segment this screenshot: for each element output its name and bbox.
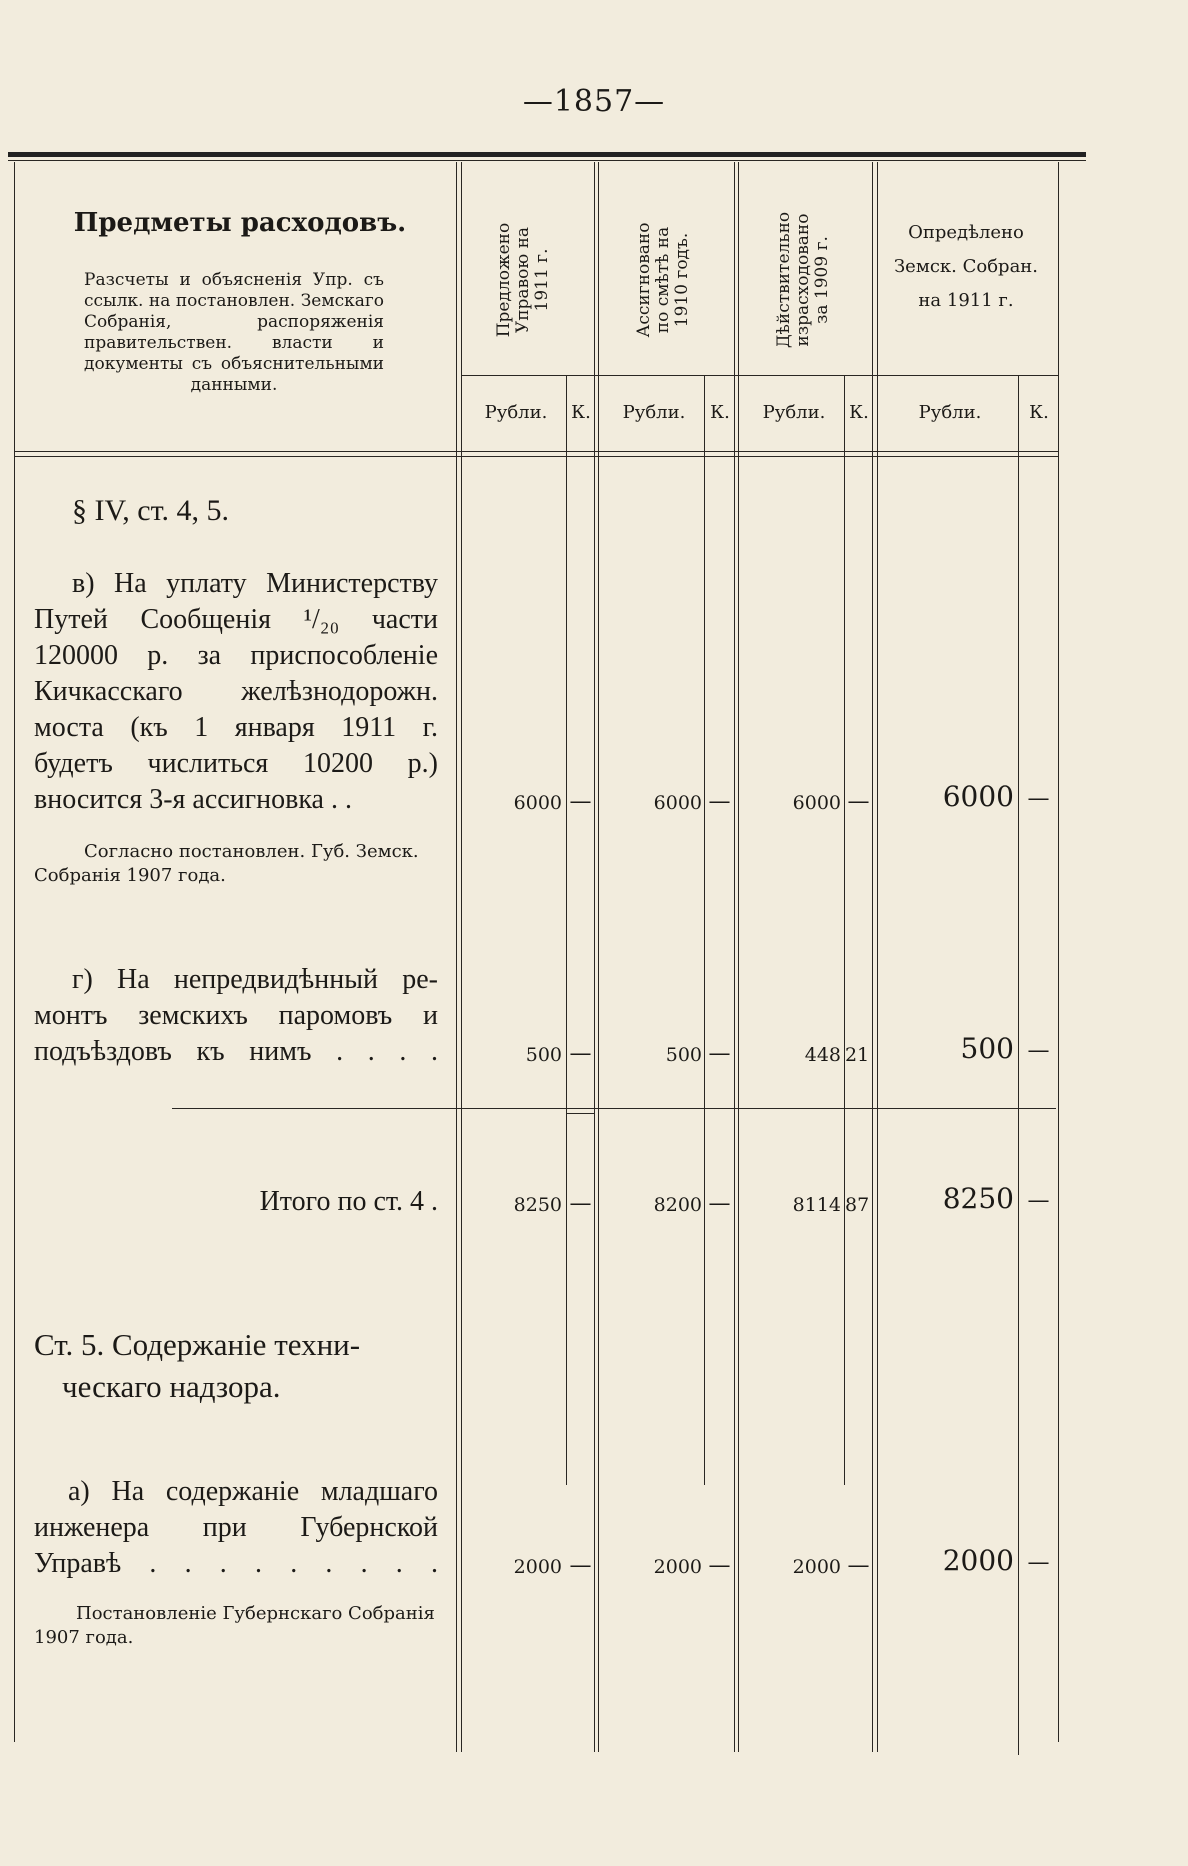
rule-left [14, 162, 15, 1742]
unit-rubles-1: Рубли. [484, 402, 548, 423]
item-a-c3-kopeks: — [847, 1553, 870, 1578]
item-v-c3-kopeks: — [847, 789, 870, 814]
item-g-c3-rubles: 448 [804, 1044, 841, 1066]
item-g-c1-rubles: 500 [525, 1044, 562, 1066]
item-g-c4-rubles: 500 [960, 1032, 1014, 1065]
rule-c3-end [872, 162, 873, 1752]
rule-desc-end [456, 162, 457, 1752]
item-v-line: будетъ числиться 10200 р.) [34, 748, 438, 779]
item-a-note: Постановленіе Губернскаго Собранія 1907 года. [34, 1603, 435, 1648]
rule-right [1058, 162, 1059, 1742]
item-g-text [34, 962, 438, 1070]
item-v-c2-rubles: 6000 [653, 792, 702, 814]
item-v-line: 120000 р. за приспособленіе [34, 640, 438, 671]
item-g-line: г) На непредвидѣнный ре- [72, 964, 438, 995]
item-g-line: монтъ земскихъ паромовъ и [34, 1000, 438, 1031]
total-c2-kopeks: — [708, 1191, 731, 1216]
unit-kopeks-4: К. [1029, 402, 1049, 423]
top-rule [8, 152, 1086, 157]
column-header-spent: Дѣйствительно израсходовано за 1909 г. [774, 211, 832, 349]
unit-kopeks-2: К. [710, 402, 730, 423]
rule-c2-end [734, 162, 735, 1752]
item-v-line: Кичкасскаго желѣзнодорожн. [34, 676, 438, 707]
unit-rubles-2: Рубли. [622, 402, 686, 423]
rule-c1-kop [566, 375, 567, 1485]
item-v-line: Путей Сообщенія ¹/₂₀ части [34, 604, 438, 635]
section-heading: § IV, ст. 4, 5. [72, 494, 229, 527]
total-c4-kopeks: — [1027, 1188, 1050, 1213]
page-number: —1857— [522, 84, 666, 119]
total-label: Итого по ст. 4 . [259, 1186, 438, 1217]
subtotal-rule-kop [566, 1113, 594, 1114]
article5-heading-line: ческаго надзора. [62, 1369, 281, 1404]
item-a-line: Управѣ . . . . . . . . . [34, 1548, 438, 1579]
item-v-note: Согласно постановлен. Губ. Земск. Собранія 1907 года. [34, 841, 419, 886]
item-a-text [34, 1474, 438, 1582]
total-c2-rubles: 8200 [653, 1194, 702, 1216]
item-v-c1-rubles: 6000 [513, 792, 562, 814]
item-a-c4-rubles: 2000 [942, 1544, 1014, 1577]
top-rule-thin [8, 160, 1086, 161]
subtotal-rule [172, 1108, 1056, 1109]
header-title: Предметы расходовъ. [73, 208, 407, 238]
total-c1-kopeks: — [569, 1191, 592, 1216]
item-g-c3-kopeks: 21 [845, 1044, 870, 1066]
item-a-c1-rubles: 2000 [513, 1556, 562, 1578]
unit-kopeks-1: К. [571, 402, 591, 423]
header-bottom-rule-2 [14, 456, 1058, 457]
item-v-text [34, 566, 438, 818]
rule-c1-end [594, 162, 595, 1752]
rule-c3-end-2 [877, 162, 878, 1752]
item-g-c4-kopeks: — [1027, 1038, 1050, 1063]
article5-heading-line: Ст. 5. Содержаніе техни- [34, 1327, 361, 1362]
item-v-line: моста (къ 1 января 1911 г. [34, 712, 438, 743]
total-c4-rubles: 8250 [942, 1182, 1014, 1215]
item-a-line: инженера при Губернской [34, 1512, 438, 1543]
rule-c1-end-2 [598, 162, 599, 1752]
column-header-assigned: Ассигновано по смѣтѣ на 1910 годъ. [634, 222, 692, 338]
item-g-line: подъѣздовъ къ нимъ . . . . [34, 1036, 438, 1067]
item-v-c4-rubles: 6000 [942, 780, 1014, 813]
total-c3-rubles: 8114 [792, 1194, 841, 1216]
rule-desc-end-2 [461, 162, 462, 1752]
column-header-proposed: Предложено Управою на 1911 г. [494, 222, 552, 338]
rule-c4-kop [1018, 375, 1019, 1755]
item-a-c1-kopeks: — [569, 1553, 592, 1578]
item-a-c4-kopeks: — [1027, 1550, 1050, 1575]
item-a-c2-kopeks: — [708, 1553, 731, 1578]
rule-c3-kop [844, 375, 845, 1485]
article5-heading [34, 1324, 438, 1408]
header-subtitle: Разсчеты и объясненія Упр. съ ссылк. на постановлен. Земскаго Собранія, распоряженія правительствен. власти и документы съ объяснительными данными. [84, 270, 384, 395]
rule-c2-end-2 [738, 162, 739, 1752]
item-a-c3-rubles: 2000 [792, 1556, 841, 1578]
item-g-c1-kopeks: — [569, 1041, 592, 1066]
item-v-c3-rubles: 6000 [792, 792, 841, 814]
header-bottom-rule [14, 451, 1058, 452]
total-c1-rubles: 8250 [513, 1194, 562, 1216]
item-v-c1-kopeks: — [569, 789, 592, 814]
unit-rubles-4: Рубли. [918, 402, 982, 423]
item-v-line: в) На уплату Министерству [72, 568, 438, 599]
item-v-line: вносится 3-я ассигновка . . [34, 784, 352, 815]
item-a-line: а) На содержаніе младшаго [68, 1476, 438, 1507]
total-c3-kopeks: 87 [845, 1194, 870, 1216]
item-g-c2-rubles: 500 [665, 1044, 702, 1066]
unit-rubles-3: Рубли. [762, 402, 826, 423]
item-a-c2-rubles: 2000 [653, 1556, 702, 1578]
unit-kopeks-3: К. [849, 402, 869, 423]
column-header-determined: Опредѣлено Земск. Собран. на 1911 г. [893, 222, 1039, 311]
item-v-c2-kopeks: — [708, 789, 731, 814]
item-v-c4-kopeks: — [1027, 786, 1050, 811]
item-g-c2-kopeks: — [708, 1041, 731, 1066]
rule-c2-kop [704, 375, 705, 1485]
